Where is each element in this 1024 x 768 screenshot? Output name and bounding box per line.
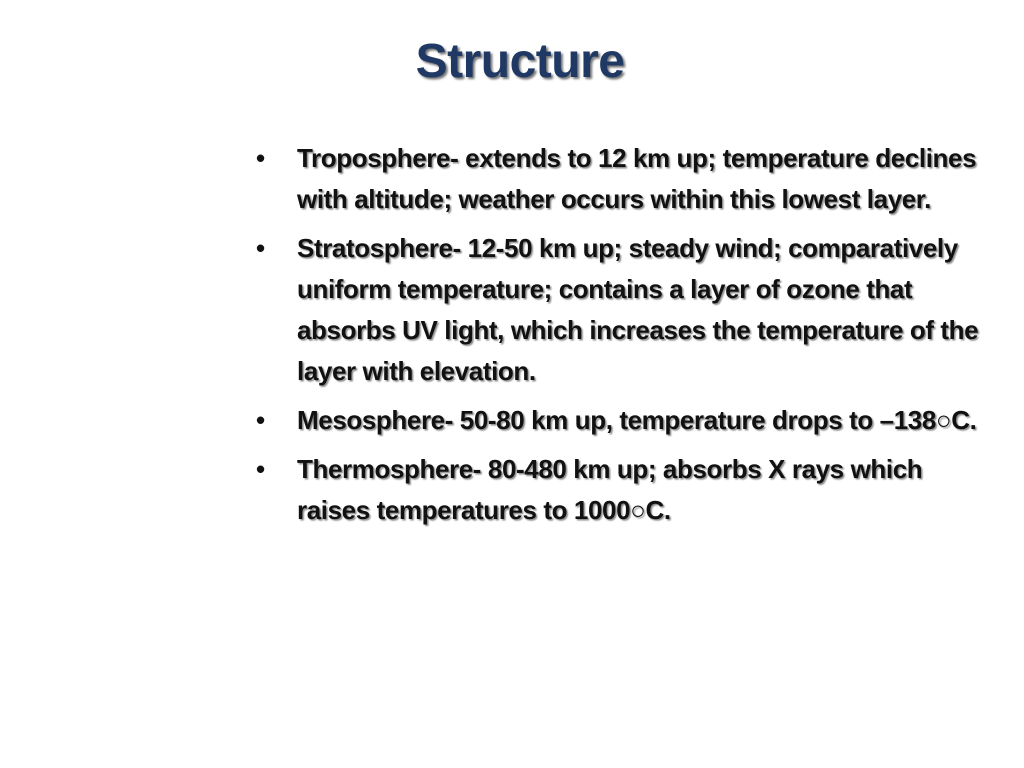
bullet-text: Stratosphere- 12-50 km up; steady wind; comparatively uniform temperature; contains a layer of ozone that absorbs UV light, which increases the temperature of the layer with elevation. [297,233,979,386]
slide-title: Structure [415,35,625,88]
bullet-text: Thermosphere- 80-480 km up; absorbs X rays which raises temperatures to 1000○C. [297,454,923,525]
bullet-marker-icon: • [256,454,265,484]
bullet-thermosphere [256,449,996,531]
bullet-list [256,138,996,539]
bullet-text: Mesosphere- 50-80 km up, temperature drops to –138○C. [297,405,977,435]
bullet-marker-icon: • [256,405,265,435]
bullet-marker-icon: • [256,143,265,173]
bullet-marker-icon: • [256,233,265,263]
bullet-text: Troposphere- extends to 12 km up; temperature declines with altitude; weather occurs within this lowest layer. [297,143,977,214]
bullet-troposphere [256,138,996,220]
bullet-mesosphere [256,400,996,441]
bullet-stratosphere [256,228,996,392]
